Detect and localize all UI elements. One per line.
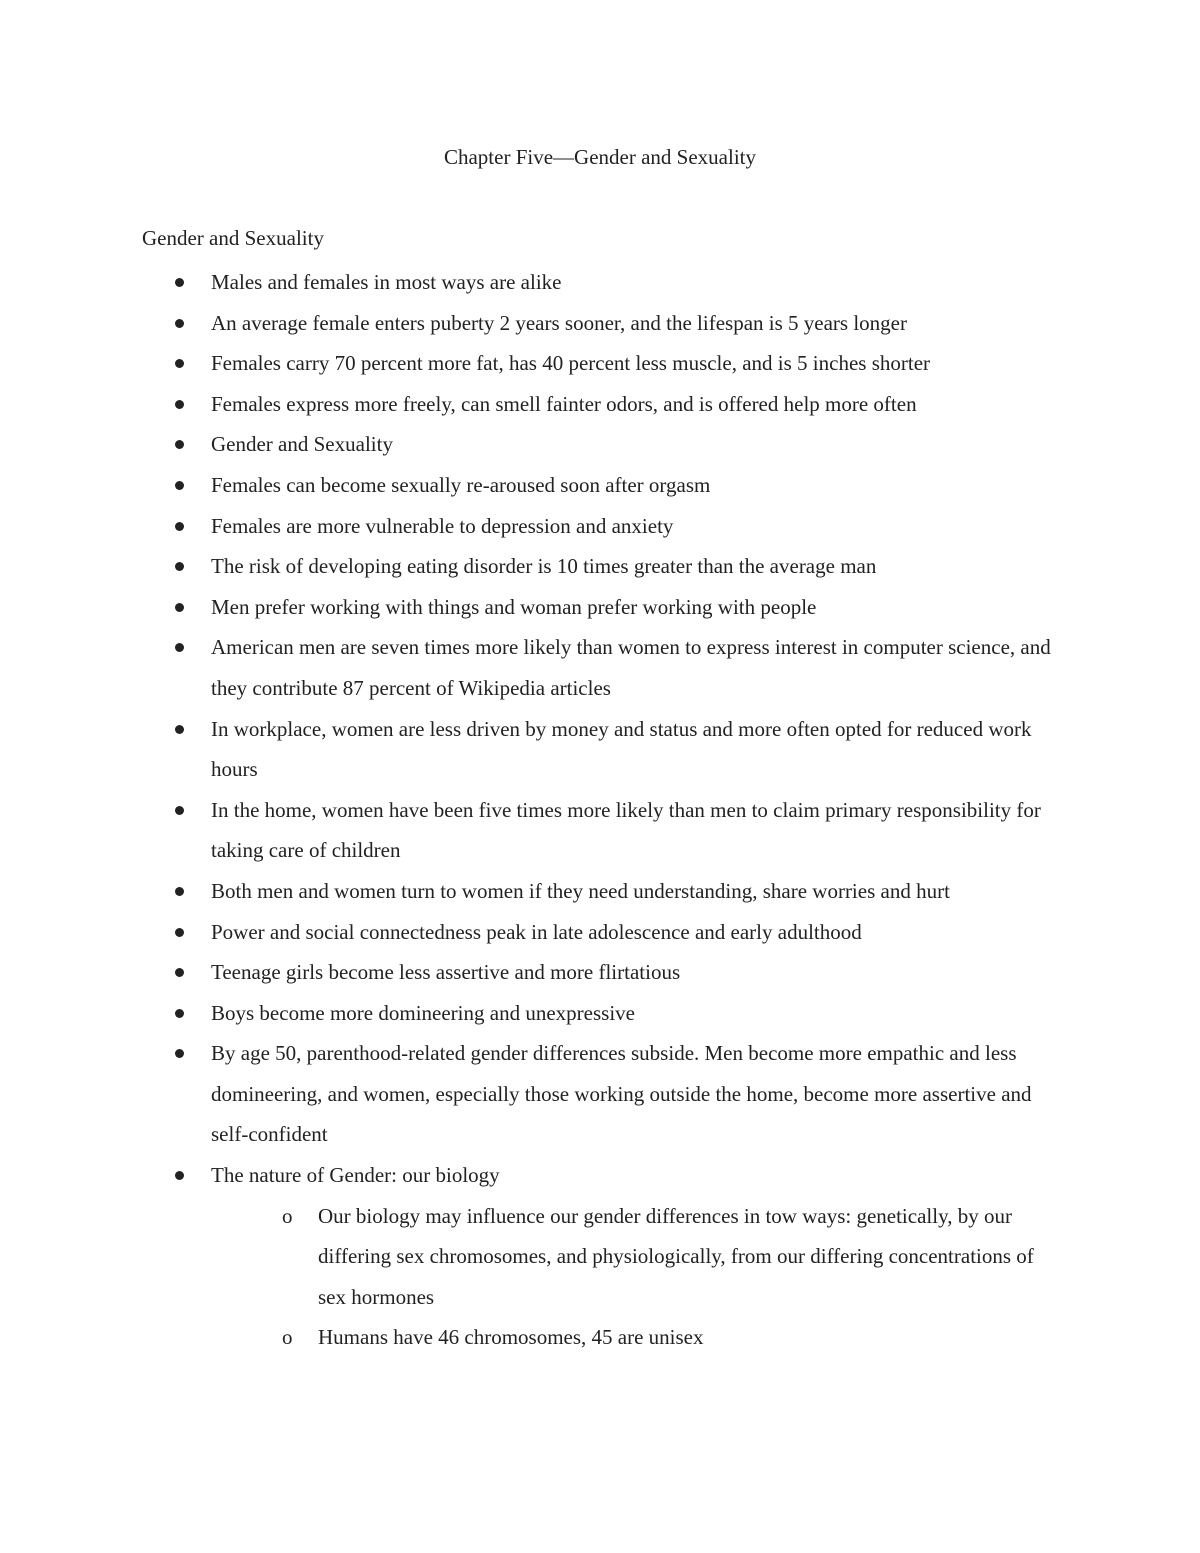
list-item (0, 912, 1051, 953)
list-item (0, 384, 1051, 425)
list-item-text: Females express more freely, can smell fainter odors, and is offered help more often (211, 391, 917, 416)
sub-list-item-text: Our biology may influence our gender differences in tow ways: genetically, by our differing sex chromosomes, and physiologically, from our differing concentrations of sex hormones (318, 1203, 1034, 1309)
bullet-icon (175, 887, 184, 896)
bullet-icon (175, 1049, 184, 1058)
list-item-text: Men prefer working with things and woman prefer working with people (211, 594, 817, 619)
list-item (0, 546, 1051, 587)
list-item-text: Gender and Sexuality (211, 432, 393, 457)
list-item-text: Power and social connectedness peak in late adolescence and early adulthood (211, 919, 862, 944)
bullet-icon (175, 278, 184, 287)
list-item-text: Teenage girls become less assertive and more flirtatious (211, 960, 681, 985)
sub-list-item-text: Humans have 46 chromosomes, 45 are unisex (318, 1325, 704, 1350)
bullet-list (0, 262, 1200, 1358)
list-item (0, 303, 1051, 344)
list-item (0, 871, 1051, 912)
bullet-icon (175, 481, 184, 490)
list-item (0, 709, 1051, 790)
bullet-icon (175, 522, 184, 531)
bullet-icon (175, 562, 184, 571)
circle-bullet-icon: o (282, 1203, 293, 1228)
section-heading: Gender and Sexuality (142, 226, 324, 250)
bullet-icon (175, 643, 184, 652)
list-item-text: American men are seven times more likely than women to express interest in computer science, and they contribute 87 percent of Wikipedia articles (211, 635, 1051, 700)
list-item (0, 790, 1051, 871)
bullet-icon (175, 400, 184, 409)
bullet-icon (175, 725, 184, 734)
bullet-icon (175, 1009, 184, 1018)
bullet-icon (175, 359, 184, 368)
bullet-icon (175, 319, 184, 328)
list-item-text: In workplace, women are less driven by money and status and more often opted for reduced work hours (211, 716, 1032, 782)
list-item (0, 627, 1051, 708)
list-item-text: Both men and women turn to women if they need understanding, share worries and hurt (211, 878, 950, 903)
list-item (0, 424, 1051, 465)
bullet-icon (175, 928, 184, 937)
document-title: Chapter Five—Gender and Sexuality (443, 145, 756, 169)
list-item (0, 587, 1051, 628)
bullet-icon (175, 968, 184, 977)
list-item-text: An average female enters puberty 2 years sooner, and the lifespan is 5 years longer (211, 310, 907, 335)
list-item-text: By age 50, parenthood-related gender differences subside. Men become more empathic and less domineering, and women, especially those working outside the home, become more assertive and self-confident (211, 1041, 1032, 1147)
bullet-icon (175, 440, 184, 449)
list-item-text: Boys become more domineering and unexpressive (211, 1000, 635, 1025)
list-item (0, 262, 1051, 303)
sub-bullet-list (211, 1196, 1051, 1358)
bullet-icon (175, 806, 184, 815)
list-item (0, 993, 1051, 1034)
list-item-text: Females are more vulnerable to depression and anxiety (211, 513, 674, 538)
list-item (0, 465, 1051, 506)
bullet-icon (175, 1171, 184, 1180)
list-item-text: The risk of developing eating disorder is 10 times greater than the average man (211, 554, 877, 579)
list-item (0, 343, 1051, 384)
sub-list-item (0, 1196, 1063, 1318)
list-item-text: Females can become sexually re-aroused soon after orgasm (211, 472, 711, 497)
list-item (0, 1033, 1051, 1155)
list-item-text: In the home, women have been five times more likely than men to claim primary responsibility for taking care of children (211, 797, 1041, 863)
list-item-text: Males and females in most ways are alike (211, 270, 562, 294)
list-item (0, 1155, 1051, 1358)
bullet-icon (175, 603, 184, 612)
list-item (0, 952, 1051, 993)
list-item-text: The nature of Gender: our biology (211, 1163, 500, 1188)
circle-bullet-icon: o (282, 1325, 293, 1350)
sub-list-item (0, 1317, 1063, 1358)
list-item (0, 506, 1051, 547)
list-item-text: Females carry 70 percent more fat, has 40 percent less muscle, and is 5 inches shorter (211, 351, 931, 376)
